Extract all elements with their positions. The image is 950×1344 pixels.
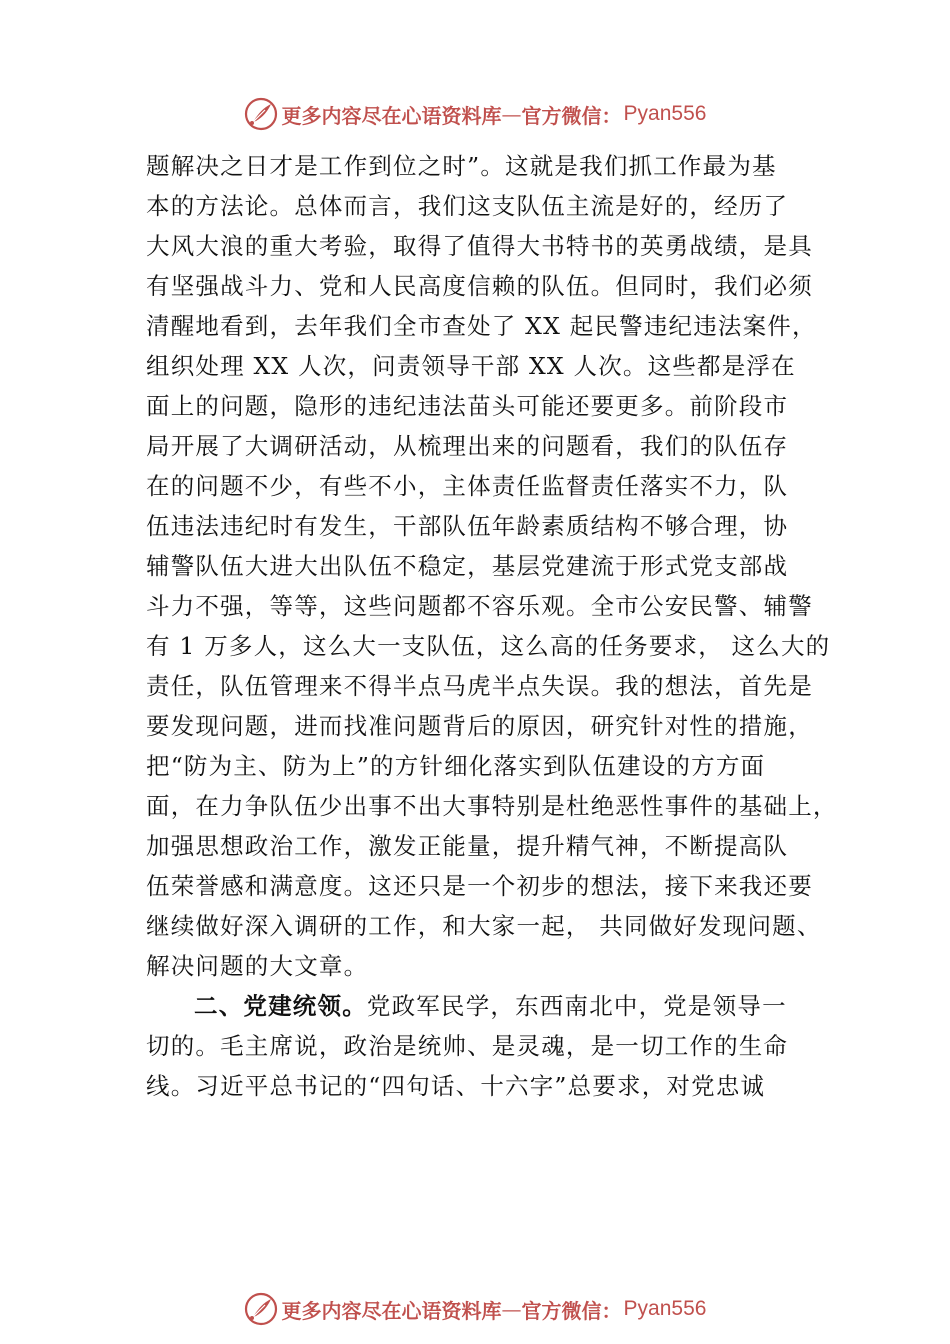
text-line: 加强思想政治工作，激发正能量，提升精气神，不断提高队 [146,832,789,860]
watermark-wechat-id: Pyan556 [623,1297,707,1320]
feather-seal-icon [244,97,278,131]
section-heading-line [194,986,787,1026]
text-line: 面上的问题，隐形的违纪违法苗头可能还要更多。前阶段市 [146,392,789,420]
text-line: 有坚强战斗力、党和人民高度信赖的队伍。但同时，我们必须 [146,272,813,300]
text-line: 要发现问题，进而找准问题背后的原因，研究针对性的措施， [146,712,813,740]
text-line: 组织处理 XX 人次，问责领导干部 XX 人次。这些都是浮在 [146,352,796,380]
text-line: 局开展了大调研活动，从梳理出来的问题看，我们的队伍存 [146,432,789,460]
text-line: 伍荣誉感和满意度。这还只是一个初步的想法，接下来我还要 [146,872,813,900]
text-line: 责任，队伍管理来不得半点马虎半点失误。我的想法，首先是 [146,672,813,700]
text-line: 继续做好深入调研的工作，和大家一起， 共同做好发现问题、 [146,912,822,940]
watermark-separator: — [501,102,522,126]
text-line: 切的。毛主席说，政治是统帅、是灵魂，是一切工作的生命 [146,1032,789,1060]
text-line: 大风大浪的重大考验，取得了值得大书特书的英勇战绩，是具 [146,232,813,260]
watermark-site-text: 更多内容尽在心语资料库 [281,103,502,128]
text-line: 在的问题不少，有些不小，主体责任监督责任落实不力，队 [146,472,789,500]
watermark-separator: — [501,1297,522,1321]
text-line: 题解决之日才是工作到位之时”。这就是我们抓工作最为基 [146,152,777,180]
text-line: 面，在力争队伍少出事不出大事特别是杜绝恶性事件的基础上， [146,792,838,820]
feather-seal-icon [244,1292,278,1326]
watermark-wechat-id: Pyan556 [623,102,707,125]
text-line: 辅警队伍大进大出队伍不稳定，基层党建流于形式党支部战 [146,552,789,580]
text-line: 伍违法违纪时有发生，干部队伍年龄素质结构不够合理，协 [146,512,789,540]
watermark-site-text: 更多内容尽在心语资料库 [281,1298,502,1323]
section-heading: 二、党建统领。 [194,992,367,1020]
watermark-label: 官方微信： [521,103,622,128]
watermark-banner-top [0,94,950,134]
watermark-banner-bottom [0,1289,950,1329]
text-line: 本的方法论。总体而言，我们这支队伍主流是好的，经历了 [146,192,789,220]
text-line: 有 1 万多人，这么大一支队伍，这么高的任务要求， 这么大的 [146,632,831,660]
section-first-line: 党政军民学，东西南北中，党是领导一 [366,992,787,1020]
text-line: 把“防为主、防为上”的方针细化落实到队伍建设的方方面 [146,752,766,780]
text-line: 线。习近平总书记的“四句话、十六字”总要求，对党忠诚 [146,1072,766,1100]
text-line: 解决问题的大文章。 [146,952,369,980]
text-line: 斗力不强，等等，这些问题都不容乐观。全市公安民警、辅警 [146,592,813,620]
watermark-label: 官方微信： [521,1298,622,1323]
text-line: 清醒地看到，去年我们全市查处了 XX 起民警违纪违法案件， [146,312,817,340]
